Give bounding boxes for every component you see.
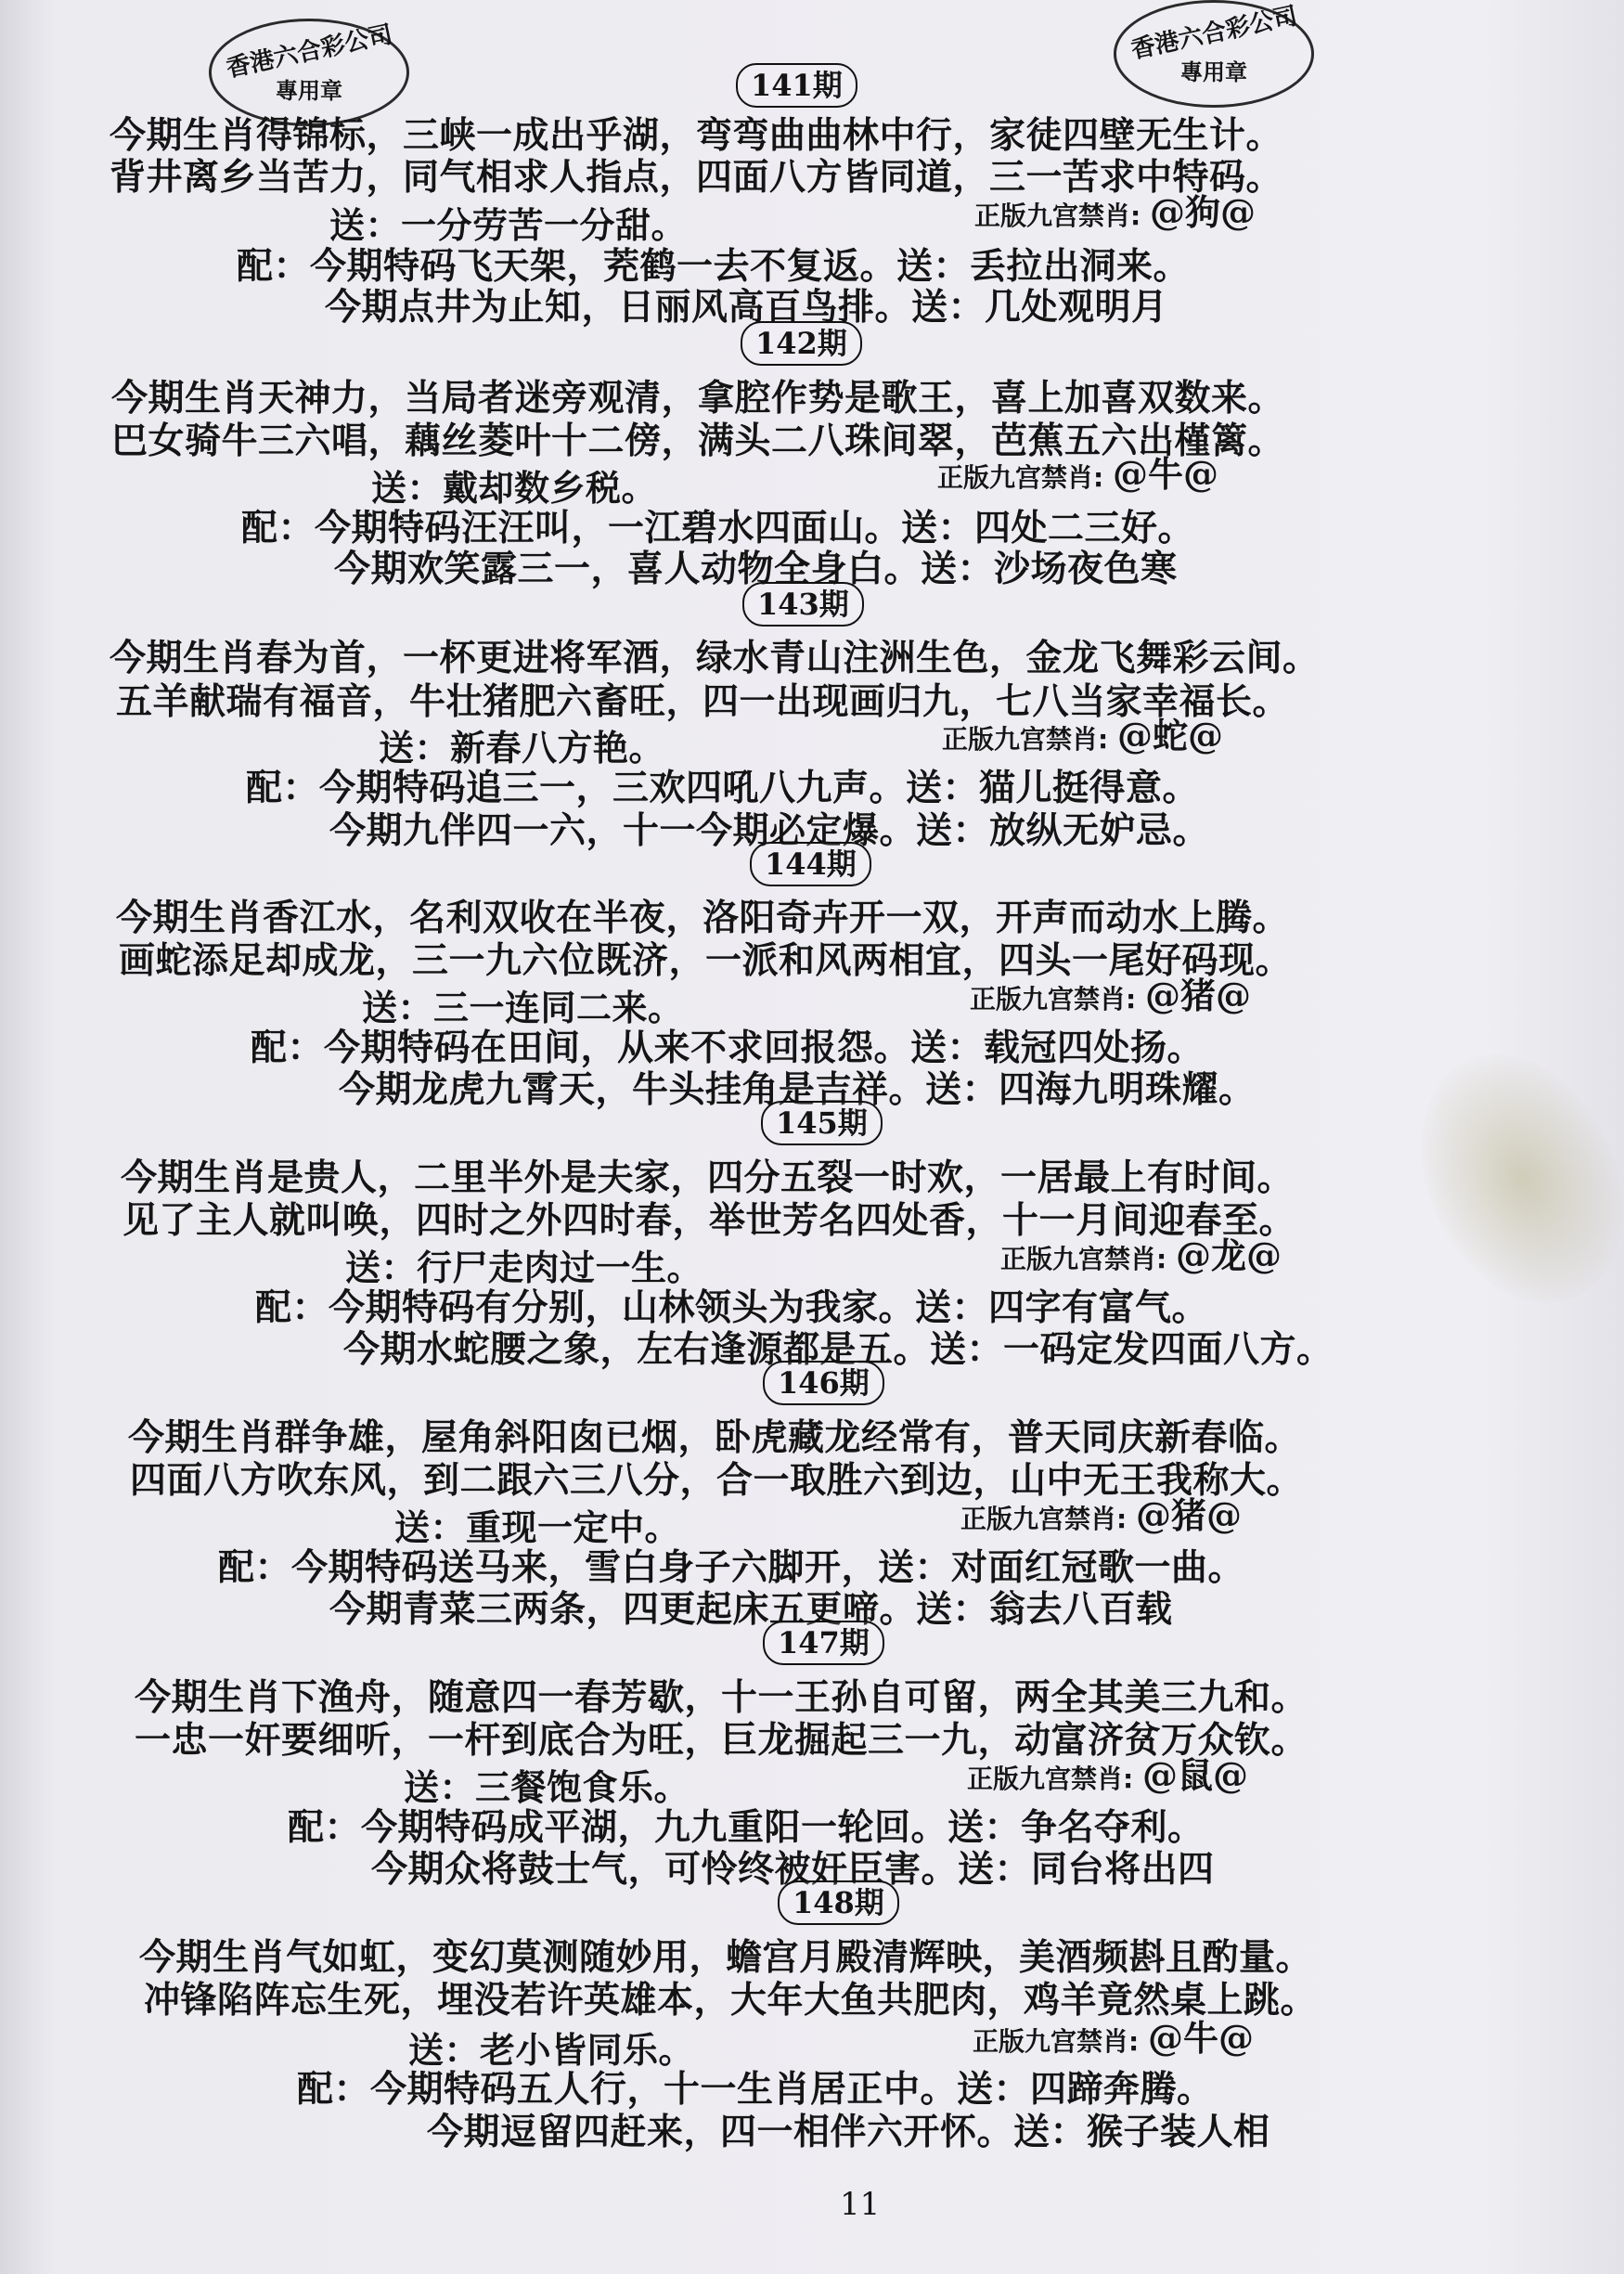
poem-line: 今期生肖春为首，一杯更进将军酒，绿水青山注洲生色，金龙飞舞彩云间。 — [110, 637, 1320, 679]
poem-line: 今期生肖得锦标，三峡一成出乎湖，弯弯曲曲林中行，家徒四壁无生计。 — [110, 114, 1283, 157]
ban-zodiac — [937, 446, 1218, 497]
ban-value: @猪@ — [1135, 1494, 1242, 1536]
gift-line: 送：一分劳苦一分甜。 — [329, 204, 688, 246]
issue-number-badge: 146期 — [763, 1361, 884, 1405]
ban-zodiac — [974, 184, 1256, 235]
seal-text-line2: 專用章 — [1180, 59, 1247, 85]
poem-line: 今期生肖香江水，名利双收在半夜，洛阳奇卉开一双，开声而动水上腾。 — [116, 897, 1290, 939]
issue-number-badge: 145期 — [761, 1101, 883, 1145]
pairing-line: 配：今期特码汪汪叫，一江碧水四面山。送：四处二三好。 — [241, 507, 1195, 549]
issue-number-badge: 142期 — [741, 321, 862, 366]
gift-line: 送：新春八方艳。 — [379, 727, 665, 769]
poem-line: 今期生肖是贵人，二里半外是夫家，四分五裂一时欢，一居最上有时间。 — [121, 1156, 1295, 1199]
ban-zodiac — [973, 2009, 1254, 2061]
poem-line: 冲锋陷阵忘生死，埋没若许英雄本，大年大鱼共肥肉，鸡羊竟然桌上跳。 — [144, 1979, 1318, 2022]
ban-zodiac — [970, 967, 1251, 1018]
gift-line: 送：三一连同二来。 — [362, 987, 684, 1028]
pairing-line: 配：今期特码追三一，三欢四吼八九声。送：猫儿挺得意。 — [246, 767, 1200, 809]
pairing-line: 今期点井为止知，日丽风高百鸟排。送：几处观明月 — [325, 286, 1168, 329]
poem-line: 四面八方吹东风，到二跟六三八分，合一取胜六到边，山中无王我称大。 — [130, 1459, 1304, 1502]
pairing-line: 今期水蛇腰之象，左右逢源都是五。送：一码定发四面八方。 — [343, 1328, 1334, 1371]
ban-zodiac — [942, 707, 1223, 758]
ban-value: @鼠@ — [1141, 1754, 1248, 1796]
ban-zodiac — [967, 1747, 1248, 1798]
poem-line: 一忠一奸要细听，一杆到底合为旺，巨龙掘起三一九，动富济贫万众钦。 — [135, 1719, 1308, 1762]
gift-line: 送：行尸走肉过一生。 — [345, 1247, 703, 1288]
issue-number-badge: 148期 — [778, 1880, 899, 1925]
seal-text-line1: 香港六合彩公司 — [1128, 2, 1300, 65]
issue-number-badge: 147期 — [763, 1621, 884, 1665]
issue-number-badge: 144期 — [750, 842, 871, 886]
poem-line: 背井离乡当苦力，同气相求人指点，四面八方皆同道，三一苦求中特码。 — [110, 156, 1283, 199]
ban-zodiac — [1000, 1227, 1282, 1278]
page-number: 11 — [840, 2186, 881, 2223]
pairing-line: 今期逗留四赶来，四一相伴六开怀。送：猴子装人相 — [427, 2111, 1270, 2153]
pairing-line: 配：今期特码有分别，山林领头为我家。送：四字有富气。 — [255, 1286, 1209, 1329]
pairing-line: 今期龙虎九霄天，牛头挂角是吉祥。送：四海九明珠耀。 — [339, 1068, 1256, 1111]
pairing-line: 今期欢笑露三一，喜人动物全身白。送：沙场夜色寒 — [334, 548, 1178, 590]
poem-line: 今期生肖气如虹，变幻莫测随妙用，蟾宫月殿清辉映，美酒频斟且酌量。 — [139, 1936, 1313, 1979]
gift-line: 送：老小皆同乐。 — [408, 2029, 695, 2071]
pairing-line: 配：今期特码飞天架，茺鹤一去不复返。送：丢拉出洞来。 — [237, 245, 1191, 288]
poem-line: 今期生肖天神力，当局者迷旁观清，拿腔作势是歌王，喜上加喜双数来。 — [111, 377, 1285, 420]
company-seal-right — [1114, 0, 1314, 108]
poem-line: 五羊献瑞有福音，牛壮猪肥六畜旺，四一出现画归九，七八当家幸福长。 — [116, 680, 1290, 723]
pairing-line: 配：今期特码五人行，十一生肖居正中。送：四蹄奔腾。 — [297, 2068, 1214, 2111]
ban-label: 正版九宫禁肖: — [974, 200, 1141, 231]
poem-line: 画蛇添足却成龙，三一九六位既济，一派和风两相宜，四头一尾好码现。 — [119, 939, 1293, 982]
ban-label: 正版九宫禁肖: — [937, 462, 1104, 493]
ban-value: @猪@ — [1144, 975, 1251, 1016]
gift-line: 送：戴却数乡税。 — [371, 467, 658, 509]
ban-value: @牛@ — [1112, 453, 1218, 495]
pairing-line: 配：今期特码送马来，雪白身子六脚开，送：对面红冠歌一曲。 — [218, 1546, 1245, 1589]
poem-line: 今期生肖下渔舟，随意四一春芳歇，十一王孙自可留，两全其美三九和。 — [135, 1676, 1308, 1719]
ban-label: 正版九宫禁肖: — [970, 984, 1137, 1014]
gift-line: 送：重现一定中。 — [394, 1506, 681, 1548]
poem-line: 巴女骑牛三六唱，藕丝菱叶十二傍，满头二八珠间翠，芭蕉五六出槿篱。 — [111, 420, 1285, 462]
issue-number-badge: 143期 — [742, 582, 864, 627]
ban-value: @牛@ — [1147, 2017, 1254, 2059]
ban-label: 正版九宫禁肖: — [942, 724, 1109, 755]
pairing-line: 今期青菜三两条，四更起床五更啼。送：翁去八百载 — [329, 1588, 1173, 1631]
ban-label: 正版九宫禁肖: — [1000, 1244, 1167, 1274]
ban-zodiac — [960, 1487, 1242, 1538]
pairing-line: 今期众将鼓士气，可怜终被奸臣害。送：同台将出四 — [371, 1848, 1215, 1891]
ban-label: 正版九宫禁肖: — [967, 1764, 1134, 1794]
poem-line: 今期生肖群争雄，屋角斜阳囱已烟，卧虎藏龙经常有，普天同庆新春临。 — [128, 1416, 1302, 1459]
seal-text-line1: 香港六合彩公司 — [224, 20, 395, 84]
pairing-line: 配：今期特码在田间，从来不求回报怨。送：载冠四处扬。 — [251, 1027, 1205, 1069]
ban-label: 正版九宫禁肖: — [960, 1504, 1128, 1534]
seal-text-line2: 專用章 — [276, 78, 342, 104]
pairing-line: 配：今期特码成平湖，九九重阳一轮回。送：争名夺利。 — [288, 1806, 1205, 1849]
gift-line: 送：三餐饱食乐。 — [404, 1766, 690, 1808]
pairing-line: 今期九伴四一六，十一今期必定爆。送：放纵无妒忌。 — [329, 809, 1210, 852]
ban-value: @龙@ — [1175, 1234, 1282, 1276]
ban-label: 正版九宫禁肖: — [973, 2026, 1140, 2057]
poem-line: 见了主人就叫唤，四时之外四时春，举世芳名四处香，十一月间迎春至。 — [122, 1199, 1296, 1242]
ban-value: @蛇@ — [1116, 715, 1223, 756]
ban-value: @狗@ — [1149, 191, 1256, 233]
issue-number-badge: 141期 — [736, 63, 857, 108]
